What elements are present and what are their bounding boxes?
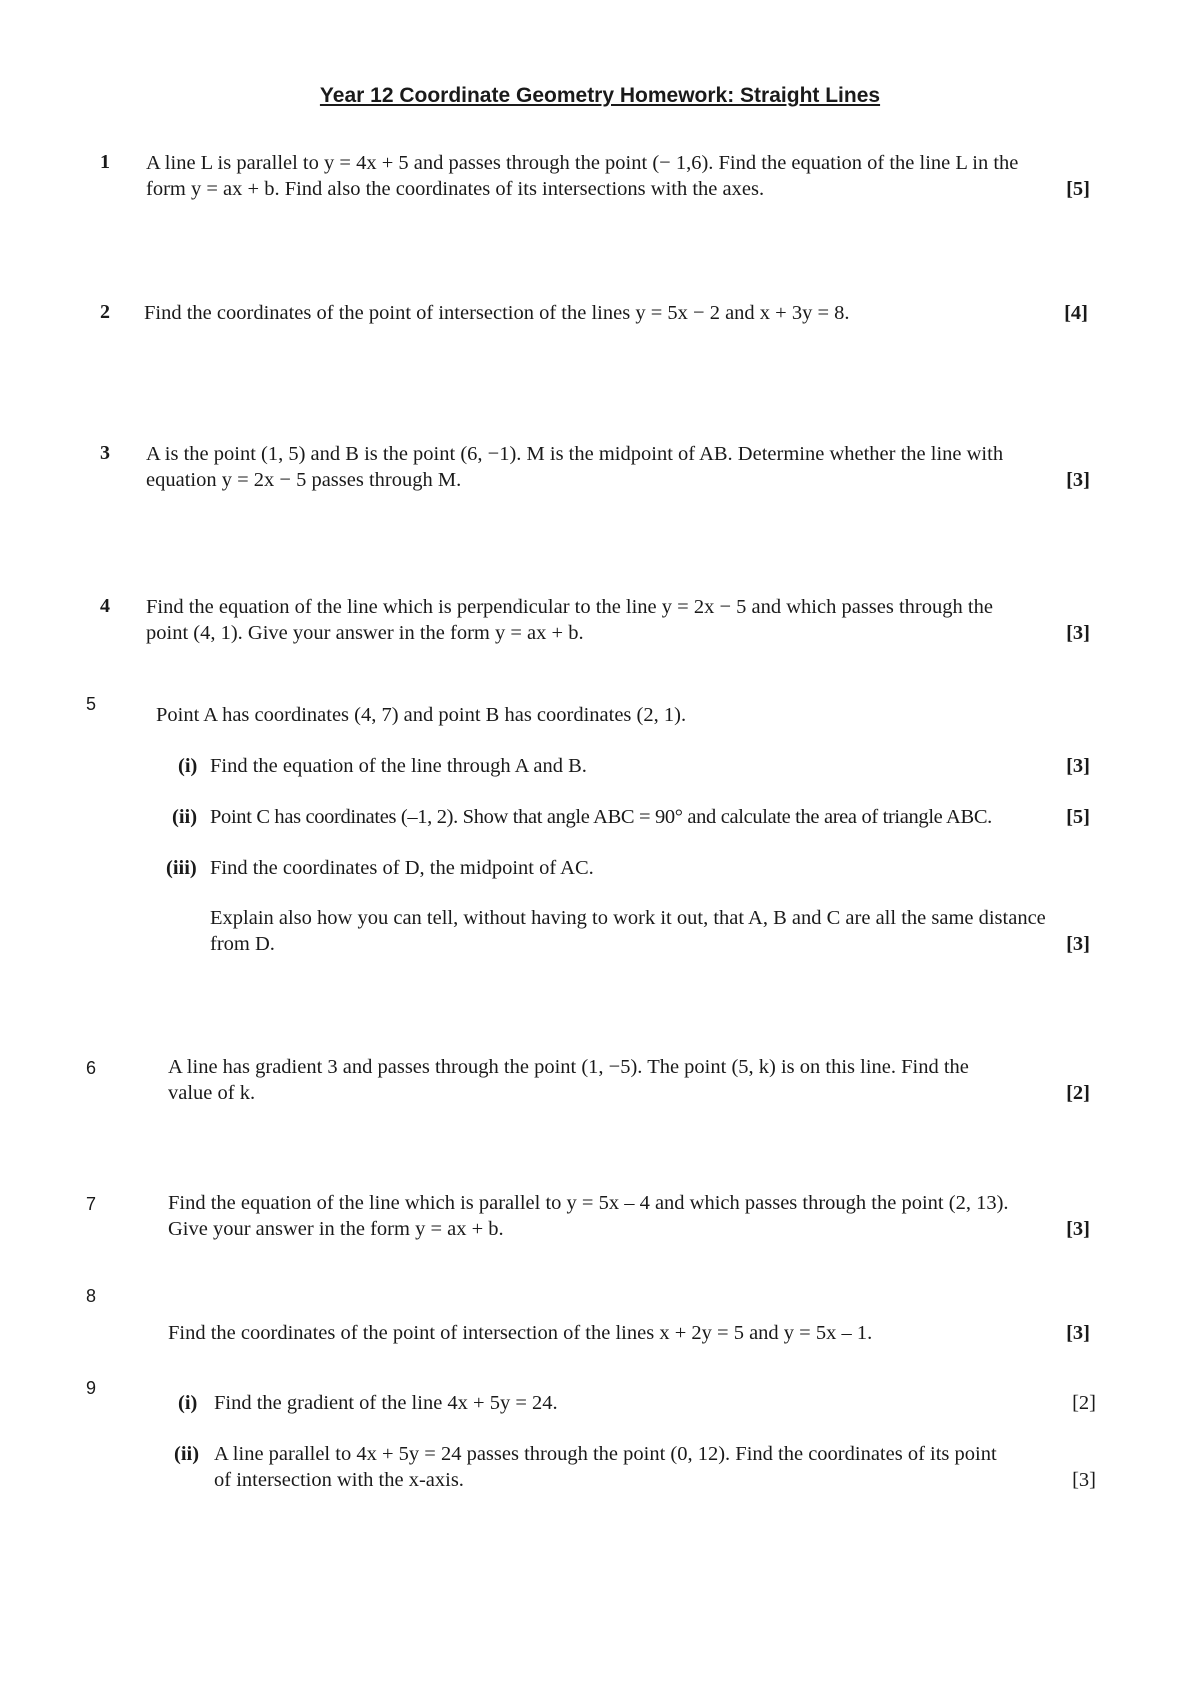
- question-5-part-iii: [166, 855, 1090, 881]
- question-5-explain-mark: [3]: [1066, 933, 1090, 955]
- question-4-line-2: point (4, 1). Give your answer in the form y = ax + b.: [146, 622, 584, 644]
- question-1-line-2: form y = ax + b. Find also the coordinates of its intersections with the axes.: [146, 178, 765, 200]
- question-4-number: 4: [100, 595, 110, 617]
- question-9-number: 9: [86, 1378, 97, 1398]
- question-1: [146, 150, 1090, 202]
- question-5-part-iii-label: (iii): [166, 857, 197, 879]
- question-3-line-2: equation y = 2x − 5 passes through M.: [146, 469, 462, 491]
- question-8-line-1: Find the coordinates of the point of intersection of the lines x + 2y = 5 and y = 5x – 1.: [168, 1322, 873, 1344]
- question-5-intro: Point A has coordinates (4, 7) and point B has coordinates (2, 1).: [156, 704, 687, 726]
- question-5-part-i-mark: [3]: [1066, 755, 1090, 777]
- question-5-explain-line-1: Explain also how you can tell, without having to work it out, that A, B and C are all the same distance: [210, 907, 1046, 929]
- question-9-part-i-label: (i): [178, 1392, 198, 1414]
- question-5-explain-line-2: from D.: [210, 933, 275, 955]
- question-4: [146, 594, 1090, 646]
- question-9-part-i-mark: [2]: [1072, 1392, 1096, 1414]
- question-3-number: 3: [100, 442, 110, 464]
- question-4-line-1: Find the equation of the line which is perpendicular to the line y = 2x − 5 and which passes through the: [146, 596, 993, 618]
- question-1-mark: [5]: [1066, 178, 1090, 200]
- question-9-part-i-text: Find the gradient of the line 4x + 5y = 24.: [214, 1392, 558, 1414]
- question-6: [168, 1054, 1090, 1106]
- question-7-number: 7: [86, 1194, 97, 1214]
- question-7-line-2: Give your answer in the form y = ax + b.: [168, 1218, 504, 1240]
- question-2-number: 2: [100, 301, 110, 323]
- question-5-explain: [210, 905, 1090, 957]
- question-5-part-i-label: (i): [178, 755, 198, 777]
- question-9-part-ii-line-1: A line parallel to 4x + 5y = 24 passes through the point (0, 12). Find the coordinates of its point: [214, 1443, 997, 1465]
- question-5-part-ii-text: Point C has coordinates (–1, 2). Show that angle ABC = 90° and calculate the area of triangle ABC.: [210, 806, 992, 828]
- question-1-line-1: A line L is parallel to y = 4x + 5 and passes through the point (− 1,6). Find the equation of the line L in the: [146, 152, 1019, 174]
- question-5-part-iii-text: Find the coordinates of D, the midpoint of AC.: [210, 857, 594, 879]
- question-9-part-ii-line-2: of intersection with the x-axis.: [214, 1469, 464, 1491]
- question-8: [168, 1320, 1090, 1346]
- question-2-line-1: Find the coordinates of the point of intersection of the lines y = 5x − 2 and x + 3y = 8.: [144, 302, 850, 324]
- question-5-part-i-text: Find the equation of the line through A and B.: [210, 755, 587, 777]
- question-3: [146, 441, 1090, 493]
- question-5-part-i: [178, 753, 1090, 779]
- question-6-number: 6: [86, 1058, 97, 1078]
- question-7: [168, 1190, 1090, 1242]
- question-2: [144, 300, 1088, 326]
- question-5-number: 5: [86, 694, 97, 714]
- question-9-part-ii: [174, 1441, 1096, 1491]
- question-7-mark: [3]: [1066, 1218, 1090, 1240]
- question-6-mark: [2]: [1066, 1082, 1090, 1104]
- question-9-part-i: [178, 1390, 1096, 1416]
- question-9-part-ii-mark: [3]: [1072, 1469, 1096, 1491]
- question-8-mark: [3]: [1066, 1322, 1090, 1344]
- question-9-part-ii-label: (ii): [174, 1443, 200, 1465]
- question-5-part-ii-mark: [5]: [1066, 806, 1090, 828]
- question-8-number: 8: [86, 1286, 97, 1306]
- question-4-mark: [3]: [1066, 622, 1090, 644]
- question-3-line-1: A is the point (1, 5) and B is the point (6, −1). M is the midpoint of AB. Determine whether the line with: [146, 443, 1004, 465]
- question-1-number: 1: [100, 151, 110, 173]
- question-7-line-1: Find the equation of the line which is parallel to y = 5x – 4 and which passes through the point (2, 13).: [168, 1192, 1009, 1214]
- question-6-line-2: value of k.: [168, 1082, 256, 1104]
- question-6-line-1: A line has gradient 3 and passes through the point (1, −5). The point (5, k) is on this line. Find the: [168, 1056, 969, 1078]
- question-5-part-ii: [172, 804, 1090, 830]
- page-title: Year 12 Coordinate Geometry Homework: Straight Lines: [319, 84, 881, 107]
- question-3-mark: [3]: [1066, 469, 1090, 491]
- question-2-mark: [4]: [1064, 302, 1088, 324]
- question-5-part-ii-label: (ii): [172, 806, 198, 828]
